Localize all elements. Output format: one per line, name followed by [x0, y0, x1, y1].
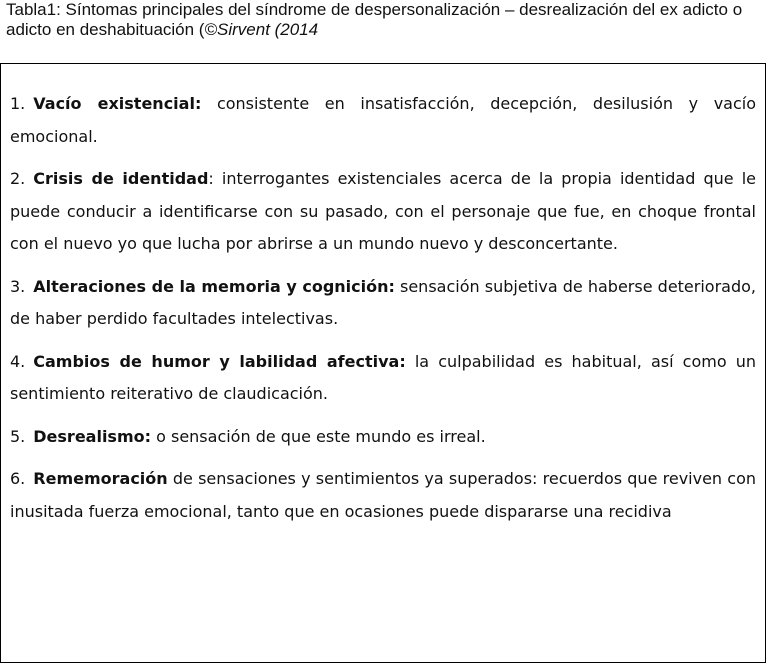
item-description: o sensación de que este mundo es irreal.: [151, 426, 486, 446]
item-term: Alteraciones de la memoria y cognición:: [33, 276, 395, 296]
item-description: consistente en insatisfacción, decepción, desilusión y vacío emocional.: [10, 94, 756, 146]
symptom-item-1: [10, 88, 756, 153]
symptom-item-6: [10, 463, 756, 528]
item-number: 4.: [10, 351, 26, 371]
item-description: sensación subjetiva de haberse deteriorado, de haber perdido facultades intelectivas.: [10, 276, 757, 328]
symptom-list: [10, 88, 756, 538]
symptom-item-3: [10, 271, 756, 336]
caption-text: Tabla1: Síntomas principales del síndrome de despersonalización – desrealización del ex adicto o adicto en deshabituación (: [6, 0, 743, 39]
item-term: Vacío existencial:: [33, 94, 202, 113]
item-number: 6.: [10, 469, 26, 488]
item-description: la culpabilidad es habitual, así como un sentimiento reiterativo de claudicación.: [10, 351, 757, 403]
item-term: Rememoración: [33, 469, 168, 488]
item-term: Crisis de identidad: [33, 169, 209, 188]
item-number: 3.: [10, 276, 26, 296]
item-description: de sensaciones y sentimientos ya superados: recuerdos que reviven con inusitada fuerza emocional, tanto que en ocasiones puede dispararse una recidiva: [10, 469, 756, 521]
item-number: 5.: [10, 426, 26, 446]
item-term: Cambios de humor y labilidad afectiva:: [33, 351, 406, 371]
symptom-item-5: [10, 421, 756, 454]
caption-citation: ©Sirvent (2014: [204, 20, 319, 39]
item-term: Desrealismo:: [33, 426, 152, 446]
symptom-item-2: [10, 163, 756, 261]
symptom-item-4: [10, 346, 756, 411]
item-description: : interrogantes existenciales acerca de la propia identidad que le puede conducir a identificarse con su pasado, con el personaje que fue, en choque frontal con el nuevo yo que lucha por abrirse a un mundo nuevo y desconcertante.: [10, 169, 757, 253]
item-number: 2.: [10, 169, 26, 188]
table-caption: [6, 0, 766, 40]
item-number: 1.: [10, 94, 26, 113]
